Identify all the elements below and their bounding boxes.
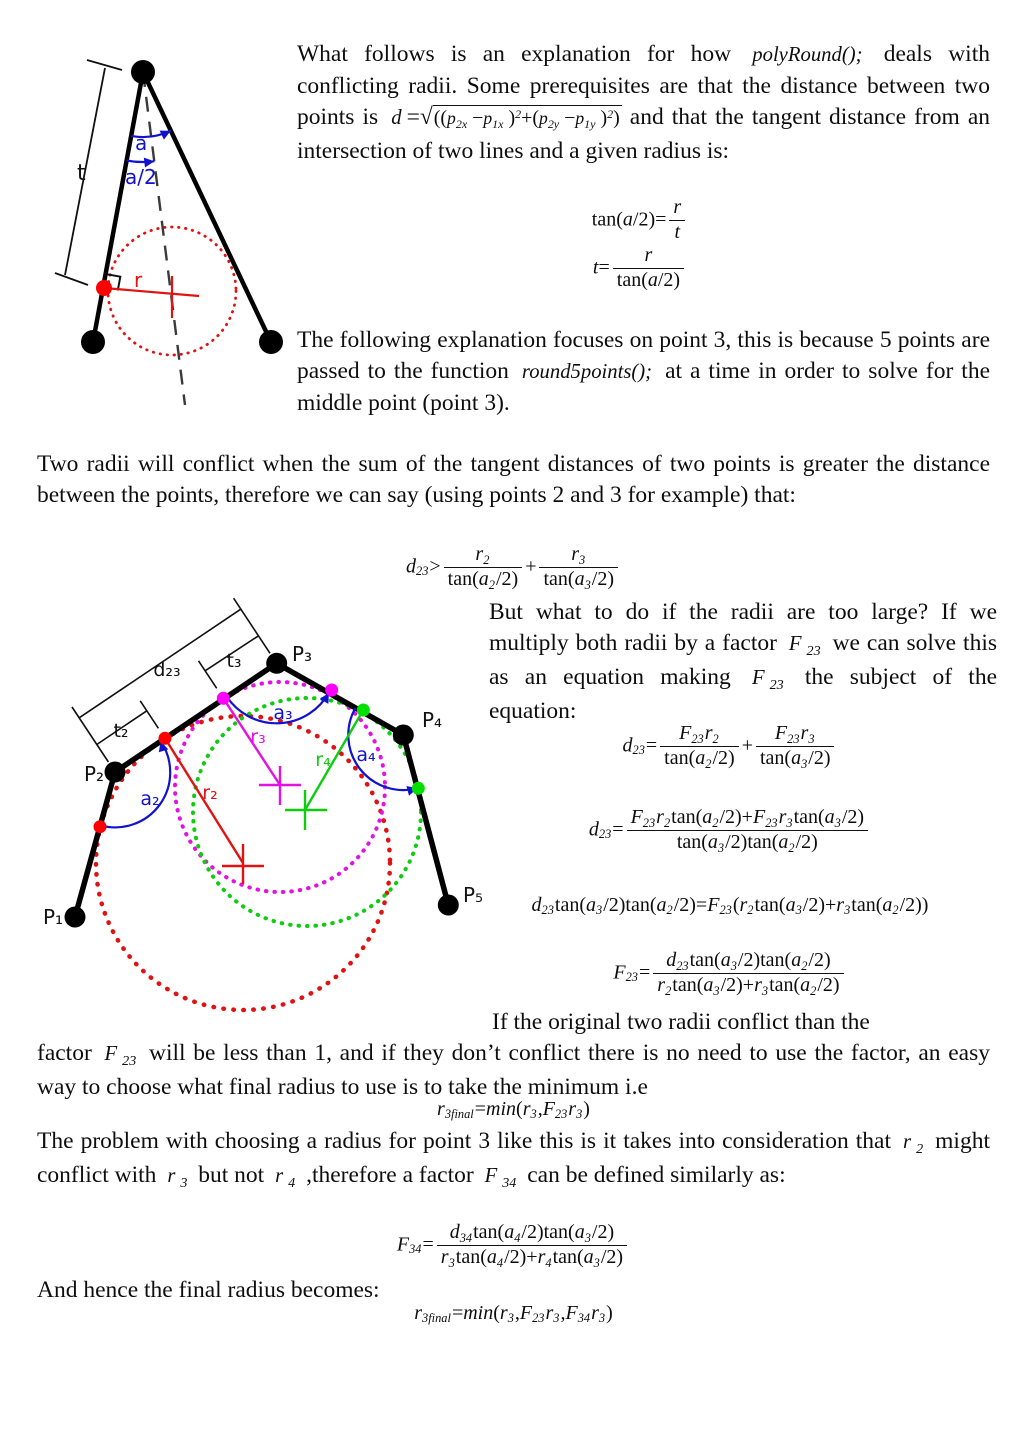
- r2-tangent-dot-a: [159, 732, 172, 745]
- formula-d23-inequality: $d_{23}>$ $\frac{r2}{\tan(a2/2)}$ + $\frac{r3}{\tan(a3/2)}$: [37, 543, 990, 591]
- label-r4: r₄: [315, 749, 331, 771]
- polyline-radii-diagram: [30, 590, 500, 1035]
- formula-d23-cross-multiplied: $d_{23}\tan(a_3/2)\tan(a_2/2)=F_{23}(r_2\tan(a_3/2)+r_3\tan(a_2/2))$: [531, 893, 929, 917]
- p1-dot: [65, 907, 86, 928]
- p2-dot: [105, 762, 126, 783]
- label-a4: a₄: [356, 744, 376, 766]
- radius-line: [104, 288, 199, 296]
- label-r: r: [134, 268, 143, 292]
- right-segment: [143, 72, 271, 342]
- label-t2: t₂: [113, 720, 129, 742]
- formula-tangent-distance: t= $\frac{r}{\tan(a/2)}$: [297, 244, 983, 292]
- conflict-paragraph: Two radii will conflict when the sum of the tangent distances of two points is greater the distance between the points, therefore we can say (using points 2 and 3 for example) that:: [37, 451, 990, 508]
- label-r3: r₃: [250, 726, 266, 748]
- p4-dot: [393, 725, 414, 746]
- vertex-dot: [131, 60, 155, 84]
- left-end-dot: [81, 330, 105, 354]
- label-t: t: [77, 161, 86, 186]
- bisector-dashed-line: [143, 72, 185, 405]
- label-p3: P₃: [292, 642, 313, 666]
- guide-p2: [72, 707, 108, 762]
- label-a2: a₂: [140, 788, 160, 810]
- label-a: a: [135, 131, 148, 155]
- label-a3: a₃: [273, 702, 293, 724]
- label-p2: P₂: [84, 762, 105, 786]
- formula-tan-half-angle: tan(a/2)= $\frac{r}{t}$: [297, 196, 983, 244]
- label-p1: P₁: [43, 905, 64, 929]
- formula-f34: $F_{34}=$ $\frac{d34\tan(a4/2)\tan(a3/2)}{r3\tan(a4/2)+r4\tan(a3/2)}$: [37, 1221, 990, 1269]
- problem-paragraph: The problem with choosing a radius for point 3 like this is it takes into consideration that r 2 might conflict with r 3 but not r 4 ,therefore a factor F 34 can be defined similarly as:: [37, 1128, 990, 1191]
- label-p4: P₄: [422, 708, 443, 732]
- p3-dot: [266, 653, 287, 674]
- label-d23: d₂₃: [153, 659, 181, 681]
- label-p5: P₅: [463, 883, 484, 907]
- guide-p3: [234, 598, 270, 653]
- formula-d23-common-denominator: $d_{23}=$ $\frac{F23r2\tan(a2/2)+F23r3\tan(a3/2)}{\tan(a3/2)\tan(a2/2)}$: [470, 806, 990, 854]
- left-segment: [93, 72, 143, 342]
- intro-paragraph: What follows is an explanation for how polyRound(); deals with conflicting radii. Some prerequisites are that the distance between two points is d =√((p2x −p1x )$^2$+(p2y −p1y )$^2$) and that the tangent distance from an intersection of two lines and a given radius is:: [297, 41, 990, 164]
- guide-tangent2: [140, 701, 158, 729]
- label-t3: t₃: [226, 650, 242, 672]
- label-r2: r₂: [202, 782, 218, 804]
- tangent-point-dot: [96, 280, 112, 296]
- right-end-dot: [259, 330, 283, 354]
- formula-r3final-min-both: $r_{3final}=\min(r_3,F_{23}r_3,F_{34}r_3)$: [414, 1301, 613, 1325]
- original-conflict-line: If the original two radii conflict than the: [492, 1009, 870, 1035]
- r3-tangent-dot-a: [217, 692, 230, 705]
- formula-f23: $F_{23}=$ $\frac{d23\tan(a3/2)\tan(a2/2)}{r2\tan(a3/2)+r3\tan(a2/2)}$: [470, 949, 990, 997]
- hence-paragraph: And hence the final radius becomes:: [37, 1277, 380, 1303]
- label-a-half: a/2: [125, 165, 157, 189]
- formula-d23-factored-sum: $d_{23}=$ $\frac{F23r2}{\tan(a2/2)}$ + $\frac{F23r3}{\tan(a3/2)}$: [470, 722, 990, 770]
- too-large-paragraph: But what to do if the radii are too large? If we multiply both radii by a factor F 23 we can solve this as an equation making F 23 the subject of the equation:: [489, 599, 997, 724]
- t-measure-tick-bottom: [55, 273, 88, 285]
- p5-dot: [438, 895, 459, 916]
- original-conflict-paragraph: factor F 23 will be less than 1, and if they don’t conflict there is no need to use the factor, an easy way to choose what final radius to use is to take the minimum i.e: [37, 1040, 991, 1100]
- formula-r3final-min: $r_{3final}=\min(r_3,F_{23}r_3)$: [437, 1097, 590, 1121]
- r4-tangent-dot-a: [357, 704, 370, 717]
- r2-tangent-dot-b: [94, 820, 107, 833]
- r4-tangent-dot-b: [412, 782, 425, 795]
- points-polyline: [75, 663, 448, 917]
- tangent-distance-diagram: [35, 50, 305, 420]
- focus-paragraph: The following explanation focuses on point 3, this is because 5 points are passed to the function round5points(); at a time in order to solve for the middle point (point 3).: [297, 327, 990, 416]
- r3-tangent-dot-b: [325, 684, 338, 697]
